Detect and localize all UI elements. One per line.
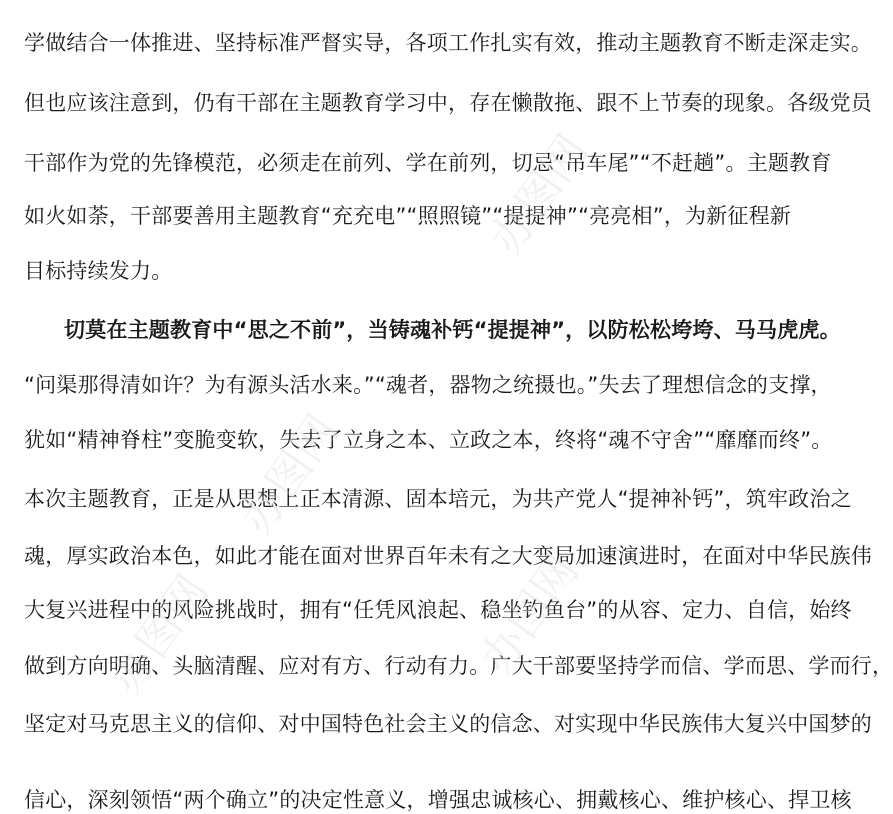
watermark: 办图网 (470, 545, 589, 684)
section-heading: 切莫在主题教育中“思之不前”，当铸魂补钙“提提神”，以防松松垮垮、马马虎虎。 (64, 318, 841, 342)
text-line: 本次主题教育，正是从思想上正本清源、固本培元，为共产党人“提神补钙”，筑牢政治之 (24, 487, 852, 511)
text-line: 学做结合一体推进、坚持标准严督实导，各项工作扎实有效，推动主题教育不断走深走实。 (24, 31, 872, 55)
text-line: 大复兴进程中的风险挑战时，拥有“任凭风浪起、稳坐钓鱼台”的从容、定力、自信，始终 (24, 598, 852, 622)
text-line: 魂，厚实政治本色，如此才能在面对世界百年未有之大变局加速演进时，在面对中华民族伟 (24, 544, 872, 568)
watermark: 办图网 (100, 565, 219, 704)
text-line: 信心，深刻领悟“两个确立”的决定性意义，增强忠诚核心、拥戴核心、维护核心、捍卫核 (24, 788, 852, 812)
watermark: 办图网 (480, 125, 599, 264)
text-line: 干部作为党的先锋模范，必须走在前列、学在前列，切忌“吊车尾”“不赶趟”。主题教育 (24, 151, 832, 175)
watermark: 办图网 (230, 405, 349, 544)
text-line: 如火如荼，干部要善用主题教育“充充电”“照照镜”“提提神”“亮亮相”，为新征程新 (24, 204, 792, 228)
text-line: “问渠那得清如许？为有源头活水来。”“魂者，器物之统摄也。”失去了理想信念的支撑， (24, 373, 832, 397)
text-line: 做到方向明确、头脑清醒、应对有方、行动有力。广大干部要坚持学而信、学而思、学而行， (24, 654, 893, 678)
text-line: 但也应该注意到，仍有干部在主题教育学习中，存在懒散拖、跟不上节奏的现象。各级党员 (24, 91, 872, 115)
text-line: 犹如“精神脊柱”变脆变软，失去了立身之本、立政之本，终将“魂不守舍”“靡靡而终”。 (24, 428, 833, 452)
text-line: 坚定对马克思主义的信仰、对中国特色社会主义的信念、对实现中华民族伟大复兴中国梦的 (24, 712, 872, 736)
text-line: 目标持续发力。 (24, 259, 173, 283)
